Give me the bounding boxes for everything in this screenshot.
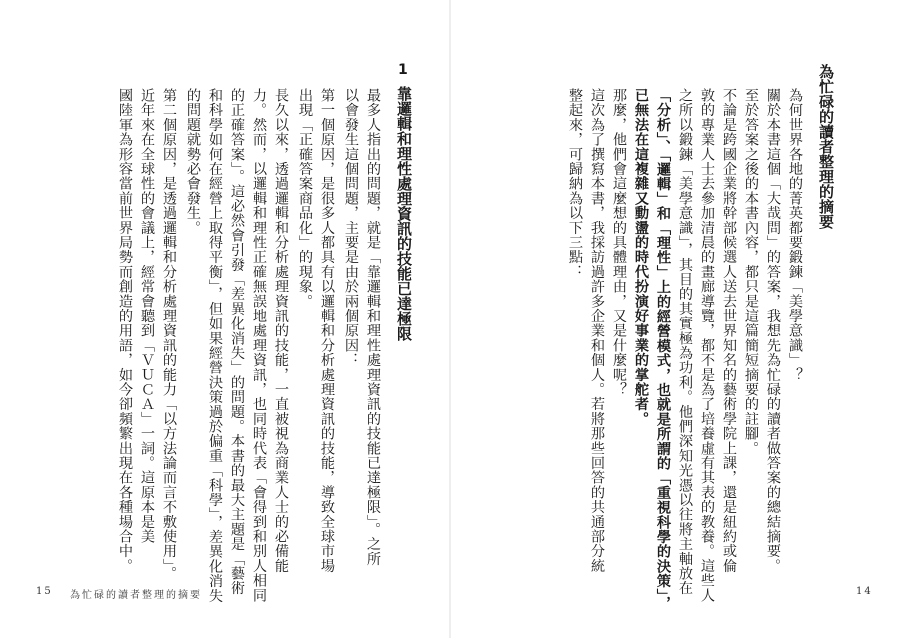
- text-column: 為何世界各地的菁英都要鍛鍊「美學意識」？: [787, 88, 803, 382]
- text-column: 第二個原因，是透過邏輯和分析處理資訊的能力「以方法論而言不敷使用」。: [161, 88, 177, 581]
- right-page: [450, 0, 900, 638]
- text-column: 的問題就勢必會發生。: [185, 88, 201, 235]
- text-column: 至於答案之後的本書內容，都只是這篇簡短摘要的註腳。: [743, 88, 759, 456]
- text-column: 近年來在全球性的會議上，經常會聽到「ＶＵＣＡ」一詞。這原本是美: [139, 88, 155, 544]
- section-heading: 靠邏輯和理性處理資訊的技能已達極限: [395, 86, 413, 341]
- text-column: 長久以來，透過邏輯和分析處理資訊的技能，一直被視為商業人士的必備能: [273, 88, 289, 574]
- emphasized-text-column: 已無法在這複雜又動盪的時代扮演好事業的掌舵者。: [633, 88, 649, 427]
- text-column: 的正確答案」。這必然會引發「差異化消失」的問題。本書的最大主題是「藝術: [229, 88, 245, 596]
- text-column: 敦的專業人士去參加清晨的畫廊導覽，都不是為了培養虛有其表的教養。這些人: [699, 88, 715, 603]
- text-column: 最多人指出的問題，就是「靠邏輯和理性處理資訊的技能已達極限」。之所: [365, 88, 381, 566]
- text-column: 出現「正確答案商品化」的現象。: [297, 88, 313, 309]
- chapter-title: 為忙碌的讀者整理的摘要: [817, 64, 835, 229]
- text-column: 之所以鍛鍊「美學意識」，其目的其實極為功利。他們深知光憑以往將主軸放在: [677, 88, 693, 596]
- text-column: 第一個原因，是很多人都具有以邏輯和分析處理資訊的技能，導致全球市場: [319, 88, 335, 574]
- text-column: 這次為了撰寫本書，我採訪過許多企業和個人。若將那些回答的共通部分統: [589, 88, 605, 574]
- text-column: 整起來，可歸納為以下三點：: [567, 88, 583, 280]
- page-number: 15: [36, 586, 53, 597]
- page-number: 14: [856, 586, 873, 597]
- text-column: 和科學如何在經營上取得平衡」，但如果經營決策過於偏重「科學」，差異化消失: [207, 88, 223, 603]
- text-column: 國陸軍為形容當前世界局勢而創造的用語，如今卻頻繁出現在各種場合中。: [117, 88, 133, 574]
- text-column: 關於本書這個「大哉問」的答案，我想先為忙碌的讀者做答案的總結摘要。: [765, 88, 781, 574]
- emphasized-text-column: 「分析」、「邏輯」和「理性」上的經營模式，也就是所謂的「重視科學的決策」，: [655, 88, 671, 611]
- text-column: 那麼，他們會這麼想的具體理由，又是什麼呢？: [611, 88, 627, 397]
- text-column: 不論是跨國企業將幹部候選人送去世界知名的藝術學院上課，還是紐約或倫: [721, 88, 737, 574]
- text-column: 以會發生這個問題，主要是由於兩個原因：: [343, 88, 359, 368]
- section-number: 1: [398, 62, 408, 78]
- running-head: 為忙碌的讀者整理的摘要: [70, 590, 202, 601]
- text-column: 力。然而，以邏輯和理性正確無誤地處理資訊，也同時代表「會得到和別人相同: [251, 88, 267, 603]
